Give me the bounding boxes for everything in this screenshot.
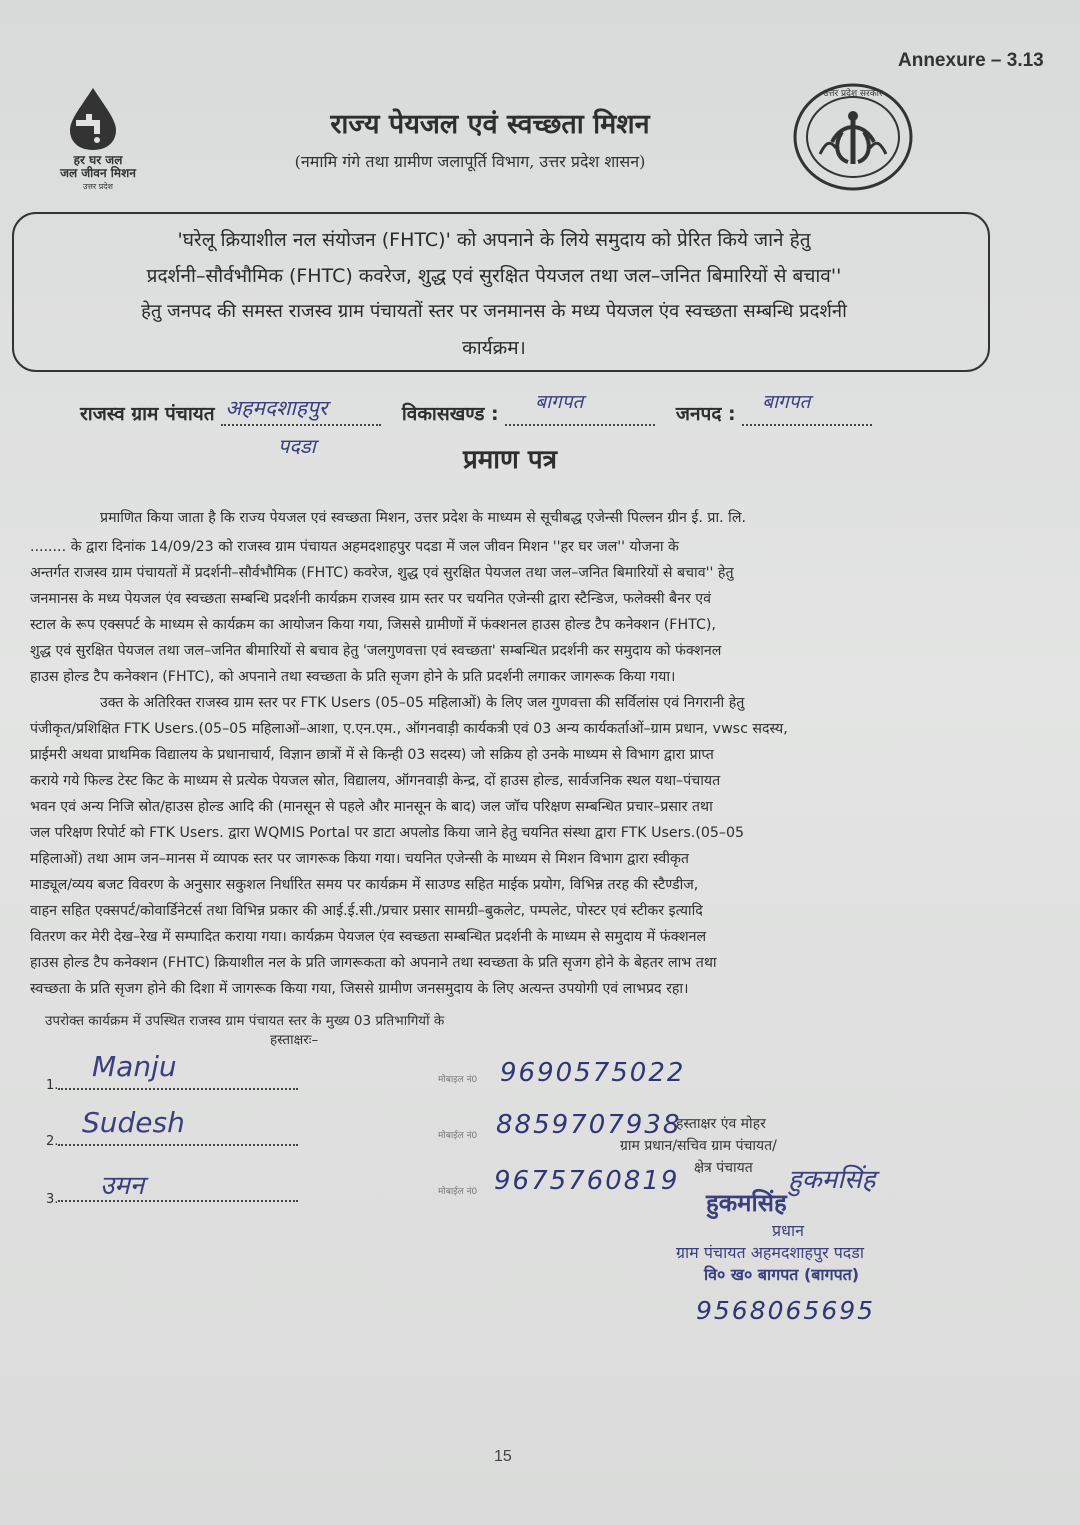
up-government-seal xyxy=(792,82,914,192)
body-line: जल परिक्षण रिपोर्ट को FTK Users. द्वारा WQMIS Portal पर डाटा अपलोड किया जाने हेतु चयनित संस्था द्वारा FTK Users.(05–05 xyxy=(30,825,745,841)
seal-text: उत्तर प्रदेश सरकार xyxy=(823,89,883,99)
participant-mobile: 8859707938 xyxy=(496,1110,682,1140)
body-line: माड्यूल/व्यय बजट विवरण के अनुसार सकुशल निर्धारित समय पर कार्यक्रम में साउण्ड सहित माईक प्रयोग, विभिन्न तरह की स्टैण्डीज, xyxy=(30,877,699,893)
body-line: पंजीकृत/प्रशिक्षित FTK Users.(05–05 महिलाओं–आशा, ए.एन.एम., ऑगनवाड़ी कार्यकत्री एवं 03 अन्य कार्यकर्ताओं–ग्राम प्रधान, vwsc सदस्य, xyxy=(30,721,788,737)
body-line: ........ के द्वारा दिनांक 14/09/23 को राजस्व ग्राम पंचायत अहमदशाहपुर पदडा में जल जीवन मिशन ''हर घर जल'' योजना के xyxy=(30,539,679,555)
participant-number: 1. xyxy=(46,1078,59,1093)
logo-line-1: हर घर जल xyxy=(73,153,123,167)
body-line: जनमानस के मध्य पेयजल एंव स्वच्छता सम्बन्धि प्रदर्शनी कार्यक्रम राजस्व ग्राम स्तर पर चयनित एजेन्सी द्वारा स्टैन्डिज, फलेक्सी बैनर एवं xyxy=(30,591,712,607)
pradhan-signature: हुकमसिंह xyxy=(788,1165,876,1195)
signature-intro-line-1: उपरोक्त कार्यक्रम में उपस्थित राजस्व ग्राम पंचायत स्तर के मुख्य 03 प्रतिभागियों के xyxy=(45,1013,445,1029)
page-number: 15 xyxy=(494,1448,512,1465)
body-line: कराये गये फिल्ड टेस्ट किट के माध्यम से प्रत्येक पेयजल स्रोत, विद्यालय, ऑगनवाड़ी केन्द्र, दों हाउस होल्ड, सार्वजनिक स्थल यथा–पंचायत xyxy=(30,773,721,789)
pradhan-label-2: ग्राम प्रधान/सचिव ग्राम पंचायत/ xyxy=(620,1138,777,1154)
janpad-field xyxy=(742,391,872,426)
stamp-line-3: वि० ख० बागपत (बागपत) xyxy=(704,1265,860,1284)
body-line: स्टाल के रूप एक्सपर्ट के माध्यम से कार्यक्रम का आयोजन किया गया, जिससे ग्रामीणों में फंक्शनल हाउस होल्ड टैप कनेक्शन (FHTC), xyxy=(30,617,716,633)
vikaskhand-value: बागपत xyxy=(535,391,584,413)
participant-signature: Manju xyxy=(92,1050,177,1083)
participant-signature: Sudesh xyxy=(82,1106,185,1139)
certificate-title: प्रमाण पत्र xyxy=(462,445,558,475)
pradhan-label-1: हस्ताक्षर एंव मोहर xyxy=(676,1116,766,1132)
stamp-line-2: ग्राम पंचायत अहमदशाहपुर पदडा xyxy=(676,1243,865,1262)
signature-line xyxy=(58,1188,298,1202)
mobile-label: मोबाइल नं0 xyxy=(438,1075,478,1085)
logo-line-2: जल जीवन मिशन xyxy=(60,166,136,180)
body-line: महिलाओं) तथा आम जन–मानस में व्यापक स्तर पर जागरूक किया गया। चयनित एजेन्सी के माध्यम से मिशन विभाग द्वारा स्वीकृत xyxy=(30,851,689,867)
body-line: हाउस होल्ड टैप कनेक्शन (FHTC) क्रियाशील नल के प्रति जागरूकता को अपनाने तथा स्वच्छता के प्रति सृजग होने के बेहतर लाभ तथा xyxy=(30,955,717,971)
box-line-4: कार्यक्रम। xyxy=(462,337,526,359)
body-line: हाउस होल्ड टैप कनेक्शन (FHTC), को अपनाने तथा स्वच्छता के प्रति सृजग होने के प्रति प्रदर्शनी लगाकर जागरूक किया गया। xyxy=(30,669,676,685)
body-line: वाहन सहित एक्सपर्ट/कोवार्डिनेटर्स तथा विभिन्न प्रकार की आई.ई.सी./प्रचार प्रसार सामग्री–बुकलेट, पम्पलेट, पोस्टर एवं स्टीकर इत्यादि xyxy=(30,903,703,919)
pradhan-mobile: 9568065695 xyxy=(696,1296,876,1325)
janpad-label: जनपद : xyxy=(675,403,736,425)
body-line: अन्तर्गत राजस्व ग्राम पंचायतों में प्रदर्शनी–सौर्वभौमिक (FHTC) कवरेज, शुद्ध एवं सुरक्षित पेयजल तथा जल–जनित बिमारियों से बचाव'' हेतु xyxy=(30,565,734,581)
jal-jeevan-mission-logo xyxy=(38,86,158,196)
pradhan-stamp xyxy=(676,1186,936,1285)
annexure-label: Annexure – 3.13 xyxy=(898,50,1044,71)
location-fields xyxy=(80,391,872,426)
pradhan-label-3: क्षेत्र पंचायत xyxy=(694,1160,753,1176)
gram-panchayat-value-2: पदडा xyxy=(278,434,316,458)
vikaskhand-field xyxy=(505,391,655,426)
participant-number: 3. xyxy=(46,1192,59,1207)
body-line: स्वच्छता के प्रति सृजग होने की दिशा में जागरूक किया गया, जिससे ग्रामीण जनसमुदाय के लिए अत्यन्त उपयोगी एवं लाभप्रद रहा। xyxy=(30,981,689,997)
participant-number: 2. xyxy=(46,1134,59,1149)
gram-panchayat-field xyxy=(221,396,381,426)
water-drop-tap-icon xyxy=(60,86,126,152)
mission-title: राज्य पेयजल एवं स्वच्छता मिशन xyxy=(330,109,650,140)
box-line-2: प्रदर्शनी–सौर्वभौमिक (FHTC) कवरेज, शुद्ध एवं सुरक्षित पेयजल तथा जल–जनित बिमारियों से बचाव'' xyxy=(146,265,842,287)
body-line: प्राईमरी अथवा प्राथमिक विद्यालय के प्रधानाचार्य, विज्ञान छात्रों में से किन्ही 03 सदस्य) जो सक्रिय हो उनके माध्यम से विभाग द्वारा प्राप्त xyxy=(30,747,714,763)
mobile-label: मोबाईल नं0 xyxy=(438,1187,478,1197)
box-line-1: 'घरेलू क्रियाशील नल संयोजन (FHTC)' को अपनाने के लिये समुदाय को प्रेरित किये जाने हेतु xyxy=(177,229,811,251)
stamp-line-1: प्रधान xyxy=(772,1221,804,1240)
gram-panchayat-label: राजस्व ग्राम पंचायत xyxy=(80,403,215,425)
mobile-label: मोबाईल नं0 xyxy=(438,1131,478,1141)
body-line: प्रमाणित किया जाता है कि राज्य पेयजल एवं स्वच्छता मिशन, उत्तर प्रदेश के माध्यम से सूचीबद्ध एजेन्सी पिल्लन ग्रीन ई. प्रा. लि. xyxy=(100,510,746,526)
box-line-3: हेतु जनपद की समस्त राजस्व ग्राम पंचायतों स्तर पर जनमानस के मध्य पेयजल एंव स्वच्छता सम्बन्धि प्रदर्शनी xyxy=(141,301,847,322)
signature-intro-line-2: हस्ताक्षरः– xyxy=(270,1032,319,1048)
program-title-box xyxy=(12,212,990,372)
body-line: उक्त के अतिरिक्त राजस्व ग्राम स्तर पर FTK Users (05–05 महिलाओं) के लिए जल गुणवत्ता की सर्विलांस एवं निगरानी हेतु xyxy=(100,695,745,711)
signature-intro xyxy=(45,1012,605,1050)
body-line: भवन एवं अन्य निजि स्रोत/हाउस होल्ड आदि की (मानसून से पहले और मानसून के बाद) जल जॉच परिक्षण सम्बन्धित प्रचार–प्रसार तथा xyxy=(30,799,713,815)
body-line: वितरण कर मेरी देख–रेख में सम्पादित कराया गया। कार्यक्रम पेयजल एंव स्वच्छता सम्बन्धित प्रदर्शनी के माध्यम से समुदाय में फंक्शनल xyxy=(30,929,707,945)
body-line: शुद्ध एवं सुरक्षित पेयजल तथा जल–जनित बीमारियों से बचाव हेतु 'जलगुणवत्ता एवं स्वच्छता' सम्बन्धित प्रदर्शनी कर समुदाय को फंक्शनल xyxy=(30,643,722,659)
stamp-name: हुकमसिंह xyxy=(706,1189,787,1217)
gram-panchayat-value: अहमदशाहपुर xyxy=(225,396,328,420)
mission-subtitle: (नमामि गंगे तथा ग्रामीण जलापूर्ति विभाग, उत्तर प्रदेश शासन) xyxy=(294,152,646,171)
participant-signature: उमन xyxy=(100,1171,145,1201)
participant-mobile: 9675760819 xyxy=(494,1166,680,1196)
vikaskhand-label: विकासखण्ड : xyxy=(401,403,499,425)
participant-mobile: 9690575022 xyxy=(500,1058,686,1088)
logo-line-3: उत्तर प्रदेश xyxy=(83,182,113,191)
janpad-value: बागपत xyxy=(762,391,811,413)
